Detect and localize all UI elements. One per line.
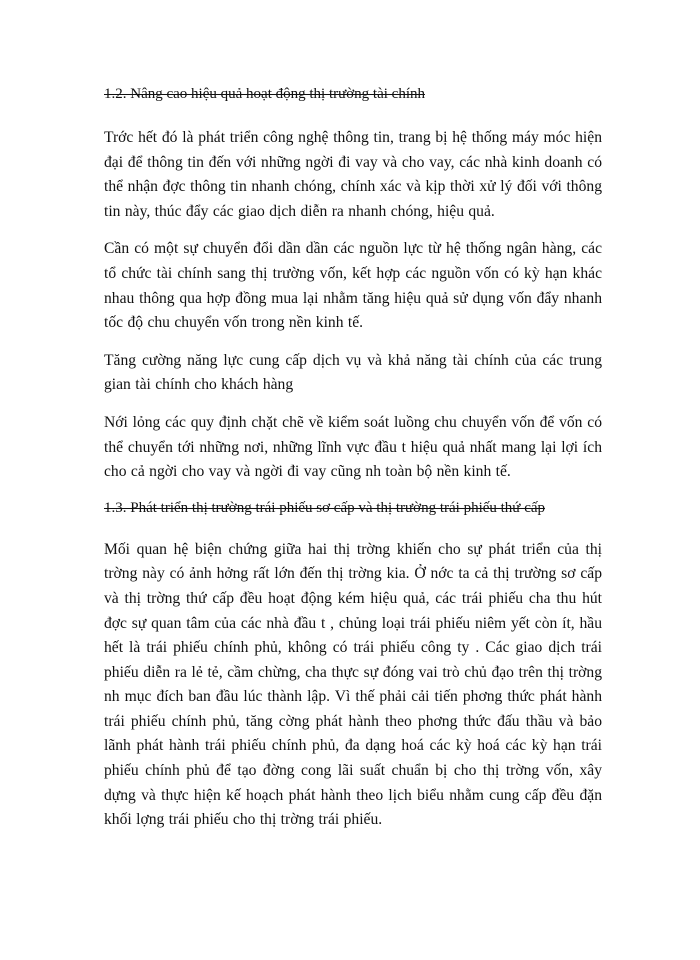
section-heading-1-2: 1.2. Nâng cao hiệu quả hoạt động thị trường tài chính xyxy=(104,86,425,102)
paragraph: Nới lỏng các quy định chặt chẽ về kiểm soát luồng chu chuyển vốn để vốn có thể chuyển tới những nơi, những lĩnh vực đầu t hiệu quả nhất mang lại lợi ích cho cả ngời cho vay và ngời đi vay cũng nh toàn bộ nền kinh tế. xyxy=(104,413,602,481)
paragraph: Tăng cường năng lực cung cấp dịch vụ và khả năng tài chính của các trung gian tài chính cho khách hàng xyxy=(104,351,602,394)
paragraph: Cần có một sự chuyển đổi dần dần các nguồn lực từ hệ thống ngân hàng, các tổ chức tài chính sang thị trường vốn, kết hợp các nguồn vốn có kỳ hạn khác nhau thông qua hợp đồng mua lại nhằm tăng hiệu quả sử dụng vốn đẩy nhanh tốc độ chu chuyển vốn trong nền kinh tế. xyxy=(104,240,602,332)
paragraph: Trớc hết đó là phát triển công nghệ thông tin, trang bị hệ thống máy móc hiện đại để thông tin đến với những ngời đi vay và cho vay, các nhà kinh doanh có thể nhận đợc thông tin nhanh chóng, chính xác và kịp thời xử lý đối với thông tin này, thúc đẩy các giao dịch diễn ra nhanh chóng, hiệu quả. xyxy=(104,129,602,220)
document-page xyxy=(104,84,602,846)
section-heading-1-3: 1.3. Phát triển thị trường trái phiếu sơ cấp và thị trường trái phiếu thứ cấp xyxy=(104,499,546,516)
paragraph: Mối quan hệ biện chứng giữa hai thị trờng khiến cho sự phát triển của thị trờng này có ảnh hởng rất lớn đến thị trờng kia. Ở nớc ta cả thị trường sơ cấp và thị trờng thứ cấp đều hoạt động kém hiệu quả, các trái phiếu cha thu hút đợc sự quan tâm của các nhà đầu t , chủng loại trái phiếu niêm yết còn ít, hầu hết là trái phiếu chính phủ, không có trái phiếu công ty . Các giao dịch trái phiếu diễn ra lẻ tẻ, cầm chừng, cha thực sự đóng vai trò chủ đạo trên thị trờng nh mục đích ban đầu lúc thành lập. Vì thế phải cải tiến phơng thức phát hành trái phiếu chính phủ, tăng cờng phát hành theo phơng thức đấu thầu và bảo lãnh phát hành trái phiếu chính phủ, đa dạng hoá các kỳ hoá các kỳ hạn trái phiếu chính phủ để tạo đờng cong lãi suất chuẩn bị cho thị trờng vốn, xây dựng và thực hiện kế hoạch phát hành theo lịch biểu nhằm cung cấp đều đặn khối lợng trái phiếu cho thị trờng trái phiếu. xyxy=(104,540,602,829)
